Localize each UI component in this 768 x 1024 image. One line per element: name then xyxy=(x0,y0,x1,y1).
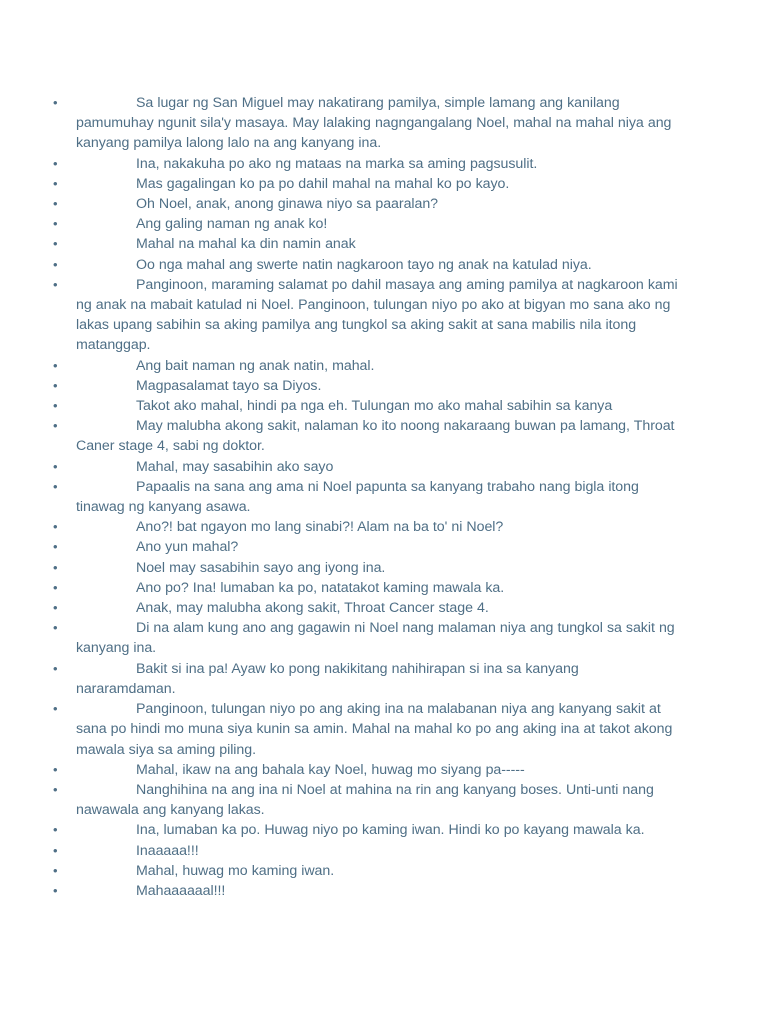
list-item-text: Oo nga mahal ang swerte natin nagkaroon tayo ng anak na katulad niya. xyxy=(136,256,592,273)
bullet-icon: • xyxy=(53,418,58,434)
list-item-text: Anak, may malubha akong sakit, Throat Cancer stage 4. xyxy=(136,600,489,617)
list-item xyxy=(0,396,768,416)
list-item xyxy=(0,760,768,780)
list-item-text: Magpasalamat tayo sa Diyos. xyxy=(136,377,322,394)
list-item-text: Mahal, ikaw na ang bahala kay Noel, huwag mo siyang pa----- xyxy=(136,761,525,778)
list-item xyxy=(0,618,768,658)
dialogue-bullet-list xyxy=(0,93,768,901)
list-item xyxy=(0,93,768,154)
bullet-icon: • xyxy=(53,95,58,110)
list-item xyxy=(0,194,768,214)
bullet-icon: • xyxy=(53,882,58,898)
list-item xyxy=(0,174,768,194)
list-item-text: Oh Noel, anak, anong ginawa niyo sa paaralan? xyxy=(136,196,439,213)
bullet-icon: • xyxy=(53,398,58,414)
list-item xyxy=(0,558,768,578)
bullet-icon: • xyxy=(53,579,58,595)
bullet-icon: • xyxy=(53,660,58,676)
bullet-icon: • xyxy=(53,701,58,717)
list-item-text: Bakit si ina pa! Ayaw ko pong nakikitang nahihirapan si ina sa kanyang nararamdaman. xyxy=(76,660,579,697)
list-item-text: Mahal, may sasabihin ako sayo xyxy=(136,458,334,475)
list-item xyxy=(0,457,768,477)
bullet-icon: • xyxy=(53,519,58,535)
list-item-text: Noel may sasabihin sayo ang iyong ina. xyxy=(136,559,386,576)
bullet-icon: • xyxy=(53,236,58,252)
list-item-text: Inaaaaa!!! xyxy=(136,842,199,859)
bullet-icon: • xyxy=(53,256,58,272)
list-item-text: Di na alam kung ano ang gagawin ni Noel nang malaman niya ang tungkol sa sakit ng kanyang ina. xyxy=(76,620,675,657)
list-item xyxy=(0,578,768,598)
list-item-text: Mahaaaaaal!!! xyxy=(136,882,226,899)
bullet-icon: • xyxy=(53,155,58,171)
list-item xyxy=(0,841,768,861)
list-item xyxy=(0,477,768,517)
list-item xyxy=(0,255,768,275)
bullet-icon: • xyxy=(53,559,58,575)
list-item xyxy=(0,154,768,174)
list-item-text: Ina, lumaban ka po. Huwag niyo po kaming iwan. Hindi ko po kayang mawala ka. xyxy=(136,822,645,839)
list-item-text: Ano?! bat ngayon mo lang sinabi?! Alam na ba to' ni Noel? xyxy=(136,519,504,536)
list-item-text: Papaalis na sana ang ama ni Noel papunta sa kanyang trabaho nang bigla itong tinawag ng kanyang asawa. xyxy=(76,478,639,516)
bullet-icon: • xyxy=(53,761,58,777)
list-item xyxy=(0,416,768,456)
bullet-icon: • xyxy=(53,357,58,373)
bullet-icon: • xyxy=(53,478,58,494)
bullet-icon: • xyxy=(53,781,58,797)
bullet-icon: • xyxy=(53,539,58,555)
list-item-text: Ano yun mahal? xyxy=(136,539,239,556)
bullet-icon: • xyxy=(53,842,58,858)
list-item-text: Ang galing naman ng anak ko! xyxy=(136,216,328,233)
bullet-icon: • xyxy=(53,216,58,232)
bullet-icon: • xyxy=(53,276,58,292)
list-item xyxy=(0,376,768,396)
list-item-text: May malubha akong sakit, nalaman ko ito noong nakaraang buwan pa lamang, Throat Caner stage 4, sabi ng doktor. xyxy=(76,418,675,455)
list-item xyxy=(0,699,768,760)
list-item xyxy=(0,598,768,618)
list-item-text: Ina, nakakuha po ako ng mataas na marka sa aming pagsusulit. xyxy=(136,155,538,172)
bullet-icon: • xyxy=(53,377,58,393)
bullet-icon: • xyxy=(53,600,58,616)
bullet-icon: • xyxy=(53,458,58,474)
bullet-icon: • xyxy=(53,196,58,212)
list-item xyxy=(0,356,768,376)
list-item xyxy=(0,820,768,840)
bullet-icon: • xyxy=(53,175,58,191)
list-item-text: Ang bait naman ng anak natin, mahal. xyxy=(136,357,375,374)
list-item xyxy=(0,275,768,356)
list-item-text: Panginoon, maraming salamat po dahil masaya ang aming pamilya at nagkaroon kami ng anak na mabait katulad ni Noel. Panginoon, tulungan niyo po ako at bigyan mo sana ako ng lakas upang sabihin sa aking pamilya ang tungkol sa aking sakit at sana mabilis nila itong matanggap. xyxy=(76,276,678,354)
bullet-icon: • xyxy=(53,620,58,636)
list-item-text: Mahal, huwag mo kaming iwan. xyxy=(136,862,335,879)
list-item xyxy=(0,517,768,537)
list-item-text: Mas gagalingan ko pa po dahil mahal na mahal ko po kayo. xyxy=(136,175,510,192)
list-item-text: Ano po? Ina! lumaban ka po, natatakot kaming mawala ka. xyxy=(136,579,505,596)
list-item-text: Panginoon, tulungan niyo po ang aking ina na malabanan niya ang kanyang sakit at sana po hindi mo muna siya kunin sa amin. Mahal na mahal ko po ang aking ina at takot akong mawala siya sa aming piling. xyxy=(76,701,673,758)
list-item xyxy=(0,780,768,820)
list-item xyxy=(0,537,768,557)
list-item-text: Mahal na mahal ka din namin anak xyxy=(136,236,356,253)
list-item-text: Takot ako mahal, hindi pa nga eh. Tulungan mo ako mahal sabihin sa kanya xyxy=(136,398,613,415)
list-item-text: Nanghihina na ang ina ni Noel at mahina na rin ang kanyang boses. Unti-unti nang nawawala ang kanyang lakas. xyxy=(76,781,654,819)
list-item xyxy=(0,881,768,901)
list-item xyxy=(0,659,768,699)
list-item xyxy=(0,234,768,254)
bullet-icon: • xyxy=(53,822,58,838)
list-item xyxy=(0,861,768,881)
list-item xyxy=(0,214,768,234)
list-item-text: Sa lugar ng San Miguel may nakatirang pamilya, simple lamang ang kanilang pamumuhay ngunit sila'y masaya. May lalaking nagngangalang Noel, mahal na mahal niya ang kanyang pamilya lalong lalo na ang kanyang ina. xyxy=(76,95,672,152)
bullet-icon: • xyxy=(53,862,58,878)
